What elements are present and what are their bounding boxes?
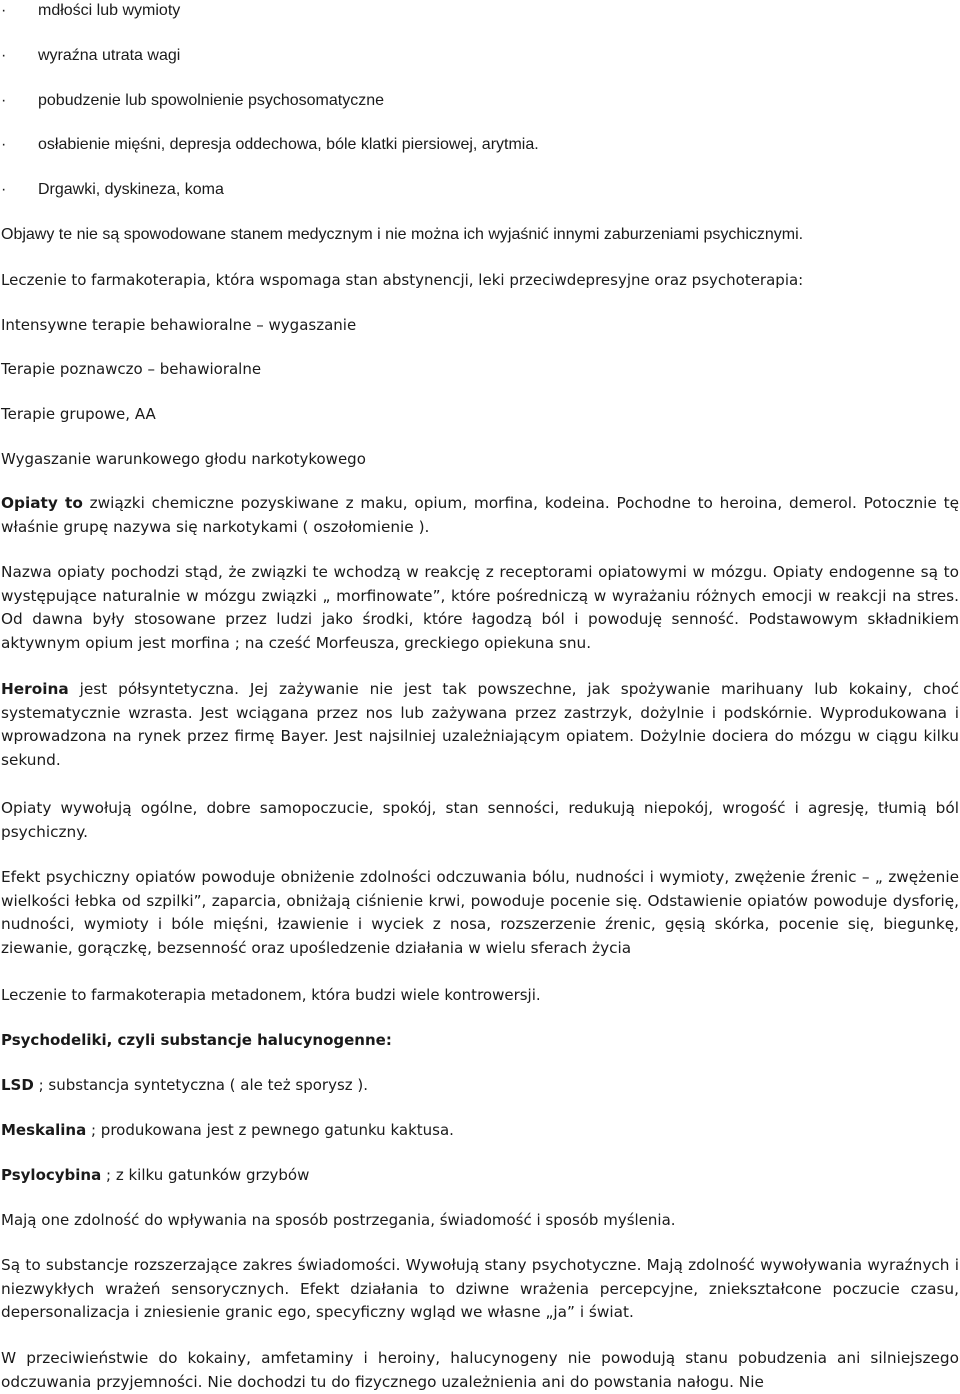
opiaty-paragraph [1, 492, 959, 539]
psylocybina-term: Psylocybina [1, 1166, 102, 1184]
leczenie-metadon: Leczenie to farmakoterapia metadonem, która budzi wiele kontrowersji. [1, 986, 541, 1004]
opiaty-term: Opiaty to [1, 494, 83, 512]
maja-paragraph: Mają one zdolność do wpływania na sposób postrzegania, świadomość i sposób myślenia. [1, 1211, 676, 1229]
lsd-text: ; substancja syntetyczna ( ale też sporysz ). [33, 1076, 369, 1094]
objawy-paragraph: Objawy te nie są spowodowane stanem medycznym i nie można ich wyjaśnić innymi zaburzeniami psychicznymi. [1, 226, 804, 243]
therapy-item: Intensywne terapie behawioralne – wygaszanie [1, 316, 357, 334]
bullet-dot: · [1, 47, 7, 64]
heroina-term: Heroina [1, 680, 69, 698]
heroina-text: jest półsyntetyczna. Jej zażywanie nie jest tak powszechne, jak spożywanie marihuany lub kokainy, choć systematycznie wzrasta. Jest wciągana przez nos lub zażywana przez zastrzyk, dożylnie i podskórnie. Wyprodukowana i wprowadzona na rynek przez firmę Bayer. Jest najsilniej uzależniającym opiatem. Dożylnie dociera do mózgu w ciągu kilku sekund. [1, 680, 959, 769]
therapy-item: Terapie grupowe, AA [1, 405, 156, 423]
bullet-dot: · [1, 2, 7, 19]
heroina-paragraph [1, 678, 959, 772]
nazwa-paragraph: Nazwa opiaty pochodzi stąd, że związki te wchodzą w reakcję z receptorami opiatowymi w mózgu. Opiaty endogenne są to występujące naturalnie w mózgu związki „ morfinowate”, które pośredniczą w wyrażaniu różnych emocji w reakcji na stres. Od dawna były stosowane przez ludzi jako środki, które łagodzą ból i powoduję senność. Podstawowym składnikiem aktywnym opium jest morfina ; na cześć Morfeusza, greckiego opiekuna snu. [1, 563, 959, 652]
psylocybina-text: ; z kilku gatunków grzybów [101, 1166, 310, 1184]
bullet-text: mdłości lub wymioty [38, 2, 181, 19]
bullet-dot: · [1, 181, 7, 198]
therapy-item: Wygaszanie warunkowego głodu narkotykowego [1, 450, 366, 468]
w-przeciwienstwie-paragraph: W przeciwieństwie do kokainy, amfetaminy i heroiny, halucynogeny nie powodują stanu pobudzenia ani silniejszego odczuwania przyjemności. Nie dochodzi tu do fizycznego uzależnienia ani do powstania nałogu. Nie [1, 1349, 959, 1391]
lsd-term: LSD [1, 1076, 34, 1094]
sa-to-paragraph: Są to substancje rozszerzające zakres świadomości. Wywołują stany psychotyczne. Mają zdolność wywoływania wyraźnych i niezwykłych wrażeń sensorycznych. Efekt działania to dziwne wrażenia percepcyjne, zniekształcone poczucie czasu, depersonalizacja i zniesienie granic ego, specyficzny wgląd we własne „ja” i świat. [1, 1256, 959, 1321]
bullet-text: pobudzenie lub spowolnienie psychosomatyczne [38, 92, 384, 109]
therapy-item: Terapie poznawczo – behawioralne [1, 360, 262, 378]
bullet-text: Drgawki, dyskineza, koma [38, 181, 224, 198]
bullet-text: wyraźna utrata wagi [38, 47, 181, 64]
meskalina-text: ; produkowana jest z pewnego gatunku kaktusa. [86, 1121, 454, 1139]
bullet-dot: · [1, 136, 7, 153]
meskalina-item [1, 1119, 454, 1141]
bullet-dot: · [1, 92, 7, 109]
psylocybina-item [1, 1164, 309, 1186]
opiaty-text: związki chemiczne pozyskiwane z maku, opium, morfina, kodeina. Pochodne to heroina, demerol. Potocznie tę właśnie grupę nazywa się narkotykami ( oszołomienie ). [1, 494, 959, 536]
leczenie-paragraph: Leczenie to farmakoterapia, która wspomaga stan abstynencji, leki przeciwdepresyjne oraz psychoterapia: [1, 271, 804, 289]
meskalina-term: Meskalina [1, 1121, 87, 1139]
opiaty-effects-paragraph: Opiaty wywołują ogólne, dobre samopoczucie, spokój, stan senności, redukują niepokój, wrogość i agresję, tłumią ból psychiczny. [1, 799, 959, 841]
lsd-item [1, 1074, 368, 1096]
efekt-paragraph: Efekt psychiczny opiatów powoduje obniżenie zdolności odczuwania bólu, nudności i wymioty, zwężenie źrenic – „ zwężenie wielkości łebka od szpilki”, zaparcia, obniżają ciśnienie krwi, powoduje pocenie się. Odstawienie opiatów powoduje dysforię, nudności, wymioty i bóle mięśni, łzawienie i wyciek z nosa, rozszerzenie źrenic, gęsią skórka, pocenie się, biegunkę, ziewanie, gorączkę, bezsenność oraz upośledzenie działania w wielu sferach życia [1, 868, 959, 957]
bullet-text: osłabienie mięśni, depresja oddechowa, bóle klatki piersiowej, arytmia. [38, 136, 539, 153]
psychodeliki-heading: Psychodeliki, czyli substancje halucynogenne: [1, 1031, 392, 1049]
